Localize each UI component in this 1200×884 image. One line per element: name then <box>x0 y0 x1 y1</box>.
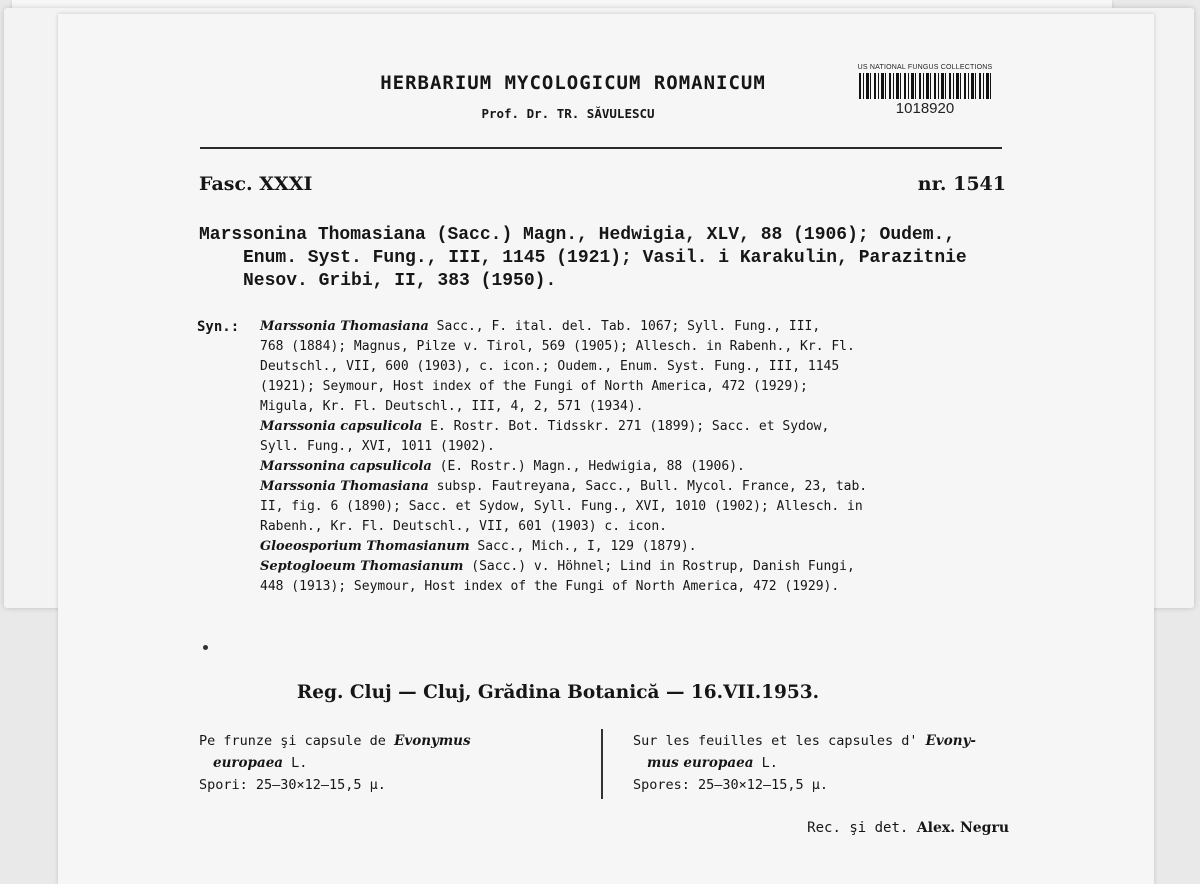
synonym-name: Marssonia Thomasiana <box>260 479 429 494</box>
synonym-name: Marssonia capsulicola <box>260 419 423 434</box>
synonym-line <box>260 437 1030 457</box>
synonym-name: Marssonia Thomasiana <box>260 319 429 334</box>
ro-host-genus: Evonymus <box>394 733 471 749</box>
ro-host-author: L. <box>283 755 308 771</box>
fr-host-genus: Evony- <box>925 733 977 749</box>
collector-prefix: Rec. şi det. <box>807 820 909 836</box>
synonym-text: E. Rostr. Bot. Tidsskr. 271 (1899); Sacc. et Sydow, <box>422 419 830 434</box>
synonym-line <box>260 317 1030 337</box>
barcode-icon <box>859 73 991 99</box>
column-divider <box>601 729 603 799</box>
collection-locality: Reg. Cluj — Cluj, Grădina Botanică — 16.VII.1953. <box>296 682 820 703</box>
synonym-text: Deutschl., VII, 600 (1903), c. icon.; Oudem., Enum. Syst. Fung., III, 1145 <box>260 359 840 374</box>
fascicle-number: Fasc. XXXI <box>199 173 313 195</box>
fr-host-author: L. <box>753 755 778 771</box>
herbarium-label <box>58 14 1154 884</box>
margin-dot <box>203 645 208 650</box>
synonym-name: Septogloeum Thomasianum <box>260 559 464 574</box>
species-line-2: Enum. Syst. Fung., III, 1145 (1921); Vasil. i Karakulin, Parazitnie <box>243 248 967 268</box>
synonym-line <box>260 377 1030 397</box>
synonym-text: (1921); Seymour, Host index of the Fungi of North America, 472 (1929); <box>260 379 808 394</box>
species-citation <box>199 224 1019 293</box>
synonym-text: Rabenh., Kr. Fl. Deutschl., VII, 601 (1903) c. icon. <box>260 519 667 534</box>
description-romanian <box>199 730 599 796</box>
ro-host-species: europaea <box>213 755 284 771</box>
synonyms-list <box>260 317 1030 597</box>
synonym-text: Sacc., F. ital. del. Tab. 1067; Syll. Fung., III, <box>428 319 821 334</box>
ro-spores: Spori: 25—30×12—15,5 µ. <box>199 777 386 793</box>
synonym-line <box>260 517 1030 537</box>
synonym-line <box>260 397 1030 417</box>
collector-name: Alex. Negru <box>916 820 1009 836</box>
synonym-line <box>260 457 1030 477</box>
specimen-number: nr. 1541 <box>917 173 1006 195</box>
ro-host-prefix: Pe frunze şi capsule de <box>199 733 386 749</box>
synonym-line <box>260 337 1030 357</box>
synonyms-label: Syn.: <box>197 319 240 335</box>
fr-spores: Spores: 25—30×12—15,5 µ. <box>633 777 829 793</box>
synonym-text: Syll. Fung., XVI, 1011 (1902). <box>260 439 495 454</box>
synonym-text: II, fig. 6 (1890); Sacc. et Sydow, Syll. Fung., XVI, 1010 (1902); Allesch. in <box>260 499 863 514</box>
synonym-text: (Sacc.) v. Höhnel; Lind in Rostrup, Danish Fungi, <box>463 559 855 574</box>
synonym-line <box>260 557 1030 577</box>
synonym-line <box>260 417 1030 437</box>
barcode-sticker <box>855 64 995 117</box>
collector-credit <box>807 820 1009 836</box>
label-subtitle: Prof. Dr. TR. SĂVULESCU <box>481 106 655 121</box>
synonym-text: Migula, Kr. Fl. Deutschl., III, 4, 2, 571 (1934). <box>260 399 644 414</box>
synonym-line <box>260 357 1030 377</box>
species-line-3: Nesov. Gribi, II, 383 (1950). <box>243 271 557 291</box>
synonym-name: Gloeosporium Thomasianum <box>260 539 470 554</box>
fr-host-prefix: Sur les feuilles et les capsules d' <box>633 733 918 749</box>
barcode-caption: US NATIONAL FUNGUS COLLECTIONS <box>857 64 993 71</box>
synonym-line <box>260 477 1030 497</box>
synonym-text: 448 (1913); Seymour, Host index of the Fungi of North America, 472 (1929). <box>260 579 840 594</box>
barcode-number: 1018920 <box>895 100 955 117</box>
synonym-text: Sacc., Mich., I, 129 (1879). <box>469 539 697 554</box>
header-rule <box>200 147 1002 149</box>
synonym-text: 768 (1884); Magnus, Pilze v. Tirol, 569 (1905); Allesch. in Rabenh., Kr. Fl. <box>260 339 855 354</box>
label-title: HERBARIUM MYCOLOGICUM ROMANICUM <box>380 72 766 94</box>
synonym-line <box>260 497 1030 517</box>
species-line-1: Marssonina Thomasiana (Sacc.) Magn., Hedwigia, XLV, 88 (1906); Oudem., <box>199 225 956 245</box>
synonym-text: (E. Rostr.) Magn., Hedwigia, 88 (1906). <box>431 459 745 474</box>
synonym-text: subsp. Fautreyana, Sacc., Bull. Mycol. France, 23, tab. <box>428 479 868 494</box>
synonym-name: Marssonina capsulicola <box>260 459 432 474</box>
description-french <box>633 730 1053 796</box>
fr-host-species: mus europaea <box>647 755 754 771</box>
synonym-line <box>260 577 1030 597</box>
synonym-line <box>260 537 1030 557</box>
